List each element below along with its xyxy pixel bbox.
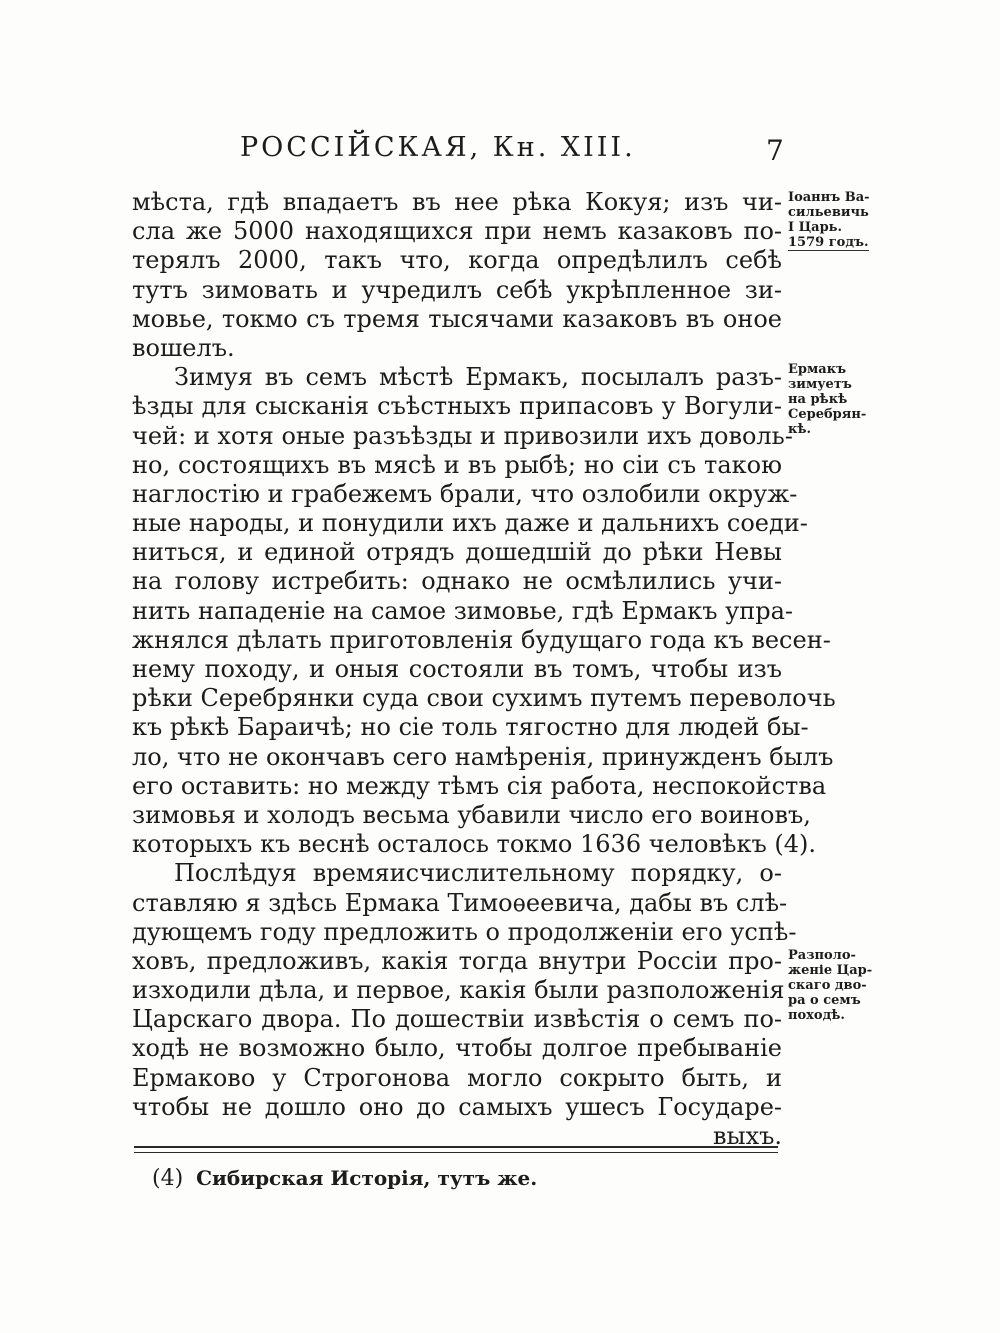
margin-note-ermak bbox=[788, 362, 878, 437]
text-line: ѣзды для сысканія съѣстныхъ припасовъ у Вогули- bbox=[132, 392, 782, 421]
text-line: дующемъ году предложить о продолженіи его успѣ- bbox=[132, 917, 797, 946]
text-line: ло, что не окончавъ сего намѣренія, принужденъ былъ bbox=[132, 742, 834, 771]
text-line: вошелъ. bbox=[132, 333, 235, 362]
text-line: рѣки Серебрянки суда свои сухимъ путемъ переволочь bbox=[132, 684, 836, 713]
footnote-rule-top bbox=[134, 1146, 778, 1148]
text-line: Царскаго двора. По дошествіи извѣстія о семъ по- bbox=[132, 1005, 782, 1034]
footnote-number: (4) bbox=[152, 1166, 184, 1191]
margin-note-ioann bbox=[788, 190, 878, 251]
margin-note-line: Іоаннъ Ва- bbox=[788, 190, 870, 205]
text-line: которыхъ къ веснѣ осталось токмо 1636 человѣкъ (4). bbox=[132, 830, 816, 859]
text-line: мѣста, гдѣ впадаетъ въ нее рѣка Кокуя; изъ чи- bbox=[132, 188, 782, 216]
text-line: зимовья и холодъ весьма убавили число его воиновъ, bbox=[132, 800, 811, 829]
text-line: чей: и хотя оные разъѣзды и привозили ихъ доволь- bbox=[132, 421, 793, 450]
text-line: наглостію и грабежемъ брали, что озлобили окруж- bbox=[132, 479, 798, 508]
margin-note-line: зимуетъ bbox=[788, 377, 852, 392]
text-line: нему походу, и оныя состояли въ томъ, чтобы изъ bbox=[132, 655, 782, 683]
text-line: Зимуя въ семъ мѣстѣ Ермакъ, посылалъ разъ- bbox=[174, 363, 782, 392]
text-line: ные народы, и понудили ихъ даже и дальнихъ соеди- bbox=[132, 509, 808, 538]
footnote-rule-bottom bbox=[134, 1152, 778, 1153]
text-line: его оставить: но между тѣмъ сія работа, неспокойства bbox=[132, 771, 827, 800]
margin-note-line: кѣ. bbox=[788, 422, 812, 437]
text-line: ховъ, предложивъ, какія тогда внутри Россіи про- bbox=[132, 946, 782, 975]
margin-note-line: I Царь. bbox=[788, 220, 843, 235]
margin-note-line: Ермакъ bbox=[788, 362, 847, 377]
text-line: Послѣдуя времяисчислительному порядку, о- bbox=[174, 859, 782, 888]
margin-note-line: Разполо- bbox=[788, 948, 856, 963]
margin-note-line: на рѣкѣ bbox=[788, 392, 848, 407]
text-line: ставляю я здѣсь Ермака Тимоѳеевича, дабы въ слѣ- bbox=[132, 888, 788, 917]
running-head: РОССІЙСКАЯ, Кн. XIII. bbox=[240, 132, 636, 163]
margin-note-line: сильевичь bbox=[788, 205, 869, 220]
margin-note-line: женіе Цар- bbox=[788, 963, 873, 978]
margin-note-line: Серебрян- bbox=[788, 407, 867, 422]
text-line: ниться, и единой отрядъ дошедшій до рѣки Невы bbox=[132, 538, 782, 567]
text-line: на голову истребить: однако не осмѣлились учи- bbox=[132, 567, 782, 596]
text-line: мовье, токмо съ тремя тысячами казаковъ въ оное bbox=[132, 304, 782, 333]
text-line: ходѣ не возможно было, чтобы долгое пребываніе bbox=[132, 1034, 782, 1063]
text-line: но, состоящихъ въ мясѣ и въ рыбѣ; но сіи съ такою bbox=[132, 450, 782, 479]
text-line: къ рѣкѣ Бараичѣ; но сіе толь тягостно для людей бы- bbox=[132, 713, 809, 742]
margin-note-line: ра о семъ bbox=[788, 993, 861, 1008]
text-line: чтобы не дошло оно до самыхъ ушесъ Государе- bbox=[132, 1092, 782, 1121]
page-number: 7 bbox=[766, 134, 784, 167]
text-line: изходили дѣла, и первое, какія были разположенія bbox=[132, 976, 785, 1005]
margin-note-year: 1579 годъ. bbox=[788, 235, 869, 250]
text-line: тутъ зимовать и учредилъ себѣ укрѣпленное зи- bbox=[132, 275, 782, 304]
text-line: сла же 5000 находящихся при немъ казаковъ по- bbox=[132, 217, 782, 246]
footnote-text: Сибирская Исторія, тутъ же. bbox=[196, 1166, 538, 1190]
margin-note-line: походѣ. bbox=[788, 1008, 845, 1023]
text-line: Ермаково у Строгонова могло сокрыто быть, и bbox=[132, 1063, 782, 1092]
text-line: нить нападеніе на самое зимовье, гдѣ Ермакъ упра- bbox=[132, 596, 794, 625]
text-line: терялъ 2000, такъ что, когда опредѣлилъ себѣ bbox=[132, 246, 782, 275]
catchword-line: выхъ. bbox=[712, 1122, 782, 1150]
text-line: жнялся дѣлать приготовленія будущаго года къ весен- bbox=[132, 625, 831, 654]
margin-note-razpolozhenie bbox=[788, 948, 878, 1023]
margin-note-line: скаго дво- bbox=[788, 978, 867, 993]
footnote bbox=[152, 1166, 537, 1191]
